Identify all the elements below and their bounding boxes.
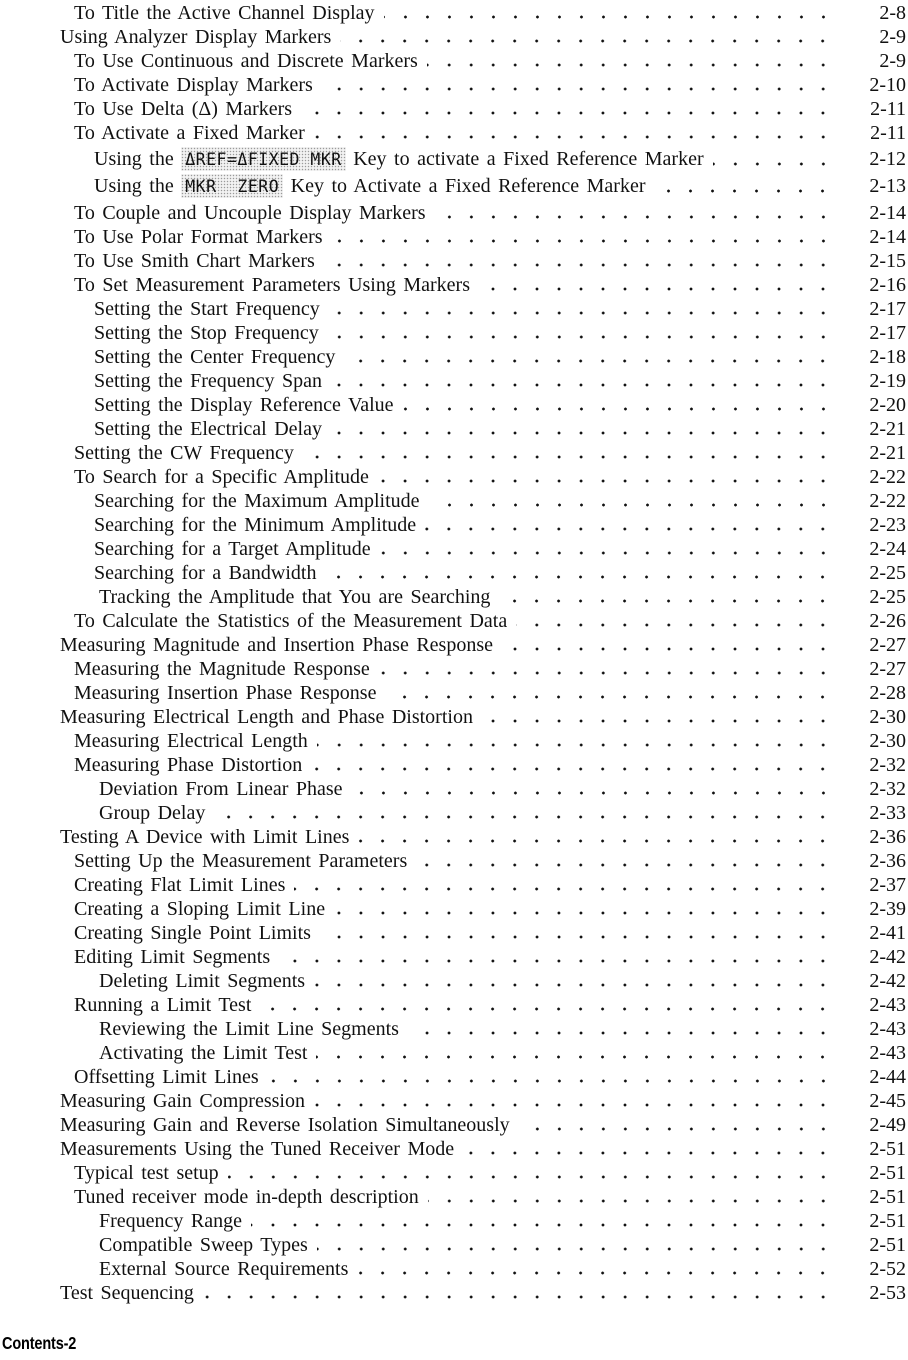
toc-entry [0, 1281, 908, 1305]
toc-entry-text-prefix: Using the [94, 148, 182, 170]
dot-leader [357, 1257, 836, 1281]
toc-page-number: 2-42 [869, 946, 906, 968]
toc-entry-title: Creating Flat Limit Lines [74, 874, 286, 896]
toc-page-number: 2-52 [869, 1258, 906, 1280]
toc-entry [0, 1, 908, 25]
dot-leader [203, 1281, 836, 1305]
toc-entry-title: Measuring Phase Distortion [74, 754, 303, 776]
toc-entry-title: Setting the Display Reference Value [94, 394, 394, 416]
dot-leader [322, 73, 836, 97]
toc-entry [0, 873, 908, 897]
toc-page-number: 2-14 [869, 226, 906, 248]
toc-entry-title: Setting the CW Frequency [74, 442, 294, 464]
toc-entry-title: To Couple and Uncouple Display Markers [74, 202, 426, 224]
toc-entry [0, 249, 908, 273]
toc-entry-title: Setting the Electrical Delay [94, 418, 322, 440]
toc-page-number: 2-43 [869, 1018, 906, 1040]
dot-leader [516, 609, 836, 633]
toc-page-number: 2-44 [869, 1066, 906, 1088]
toc-entry [0, 1017, 908, 1041]
toc-entry-title: Setting the Center Frequency [94, 346, 336, 368]
toc-entry-title: Running a Limit Test [74, 994, 252, 1016]
toc-entry [0, 465, 908, 489]
dot-leader [294, 873, 836, 897]
dot-leader [314, 121, 836, 145]
toc-entry [0, 585, 908, 609]
toc-page-number: 2-42 [869, 970, 906, 992]
toc-entry-title: Offsetting Limit Lines [74, 1066, 259, 1088]
toc-page-number: 2-14 [869, 202, 906, 224]
dot-leader [331, 369, 836, 393]
dot-leader [311, 753, 836, 777]
toc-page-number: 2-15 [869, 250, 906, 272]
dot-leader [352, 777, 836, 801]
toc-entry [0, 897, 908, 921]
dot-leader [379, 657, 836, 681]
dot-leader [301, 97, 836, 121]
toc-entry-title: Frequency Range [99, 1210, 243, 1232]
toc-entry [0, 729, 908, 753]
toc-page-number: 2-9 [879, 50, 906, 72]
toc-entry [0, 321, 908, 345]
dot-leader [482, 705, 836, 729]
toc-entry [0, 921, 908, 945]
toc-entry [0, 561, 908, 585]
dot-leader [317, 729, 836, 753]
toc-entry [0, 1257, 908, 1281]
dot-leader [380, 537, 836, 561]
dot-leader [340, 25, 836, 49]
toc-entry-title: To Search for a Specific Amplitude [74, 466, 369, 488]
toc-entry-title: Creating a Sloping Limit Line [74, 898, 326, 920]
toc-entry [0, 825, 908, 849]
dot-leader [228, 1161, 836, 1185]
toc-page-number: 2-37 [869, 874, 906, 896]
toc-entry [0, 753, 908, 777]
toc-entry-title: Deleting Limit Segments [99, 970, 306, 992]
dot-leader [317, 1233, 836, 1257]
toc-entry-title: To Set Measurement Parameters Using Markers [74, 274, 470, 296]
toc-entry-title: Setting the Stop Frequency [94, 322, 319, 344]
toc-page-number: 2-22 [869, 490, 906, 512]
dot-leader [331, 417, 836, 441]
toc-entry [0, 537, 908, 561]
dot-leader [519, 1113, 836, 1137]
toc-entry [0, 1161, 908, 1185]
toc-entry-title: To Title the Active Channel Display [74, 2, 375, 24]
toc-entry-title: Searching for a Target Amplitude [94, 538, 371, 560]
toc-entry-text-suffix: Key to activate a Fixed Reference Marker [345, 148, 704, 170]
toc-entry-title: Measuring Gain Compression [60, 1090, 305, 1112]
softkey-label: ΔREF=ΔFIXED MKR [181, 147, 346, 171]
dot-leader [314, 969, 836, 993]
toc-entry [0, 945, 908, 969]
dot-leader [329, 297, 836, 321]
toc-entry [0, 73, 908, 97]
toc-entry-title: Activating the Limit Test [99, 1042, 308, 1064]
toc-page-number: 2-30 [869, 706, 906, 728]
toc-entry-title: To Calculate the Statistics of the Measurement Data [74, 610, 508, 632]
toc-page-number: 2-18 [869, 346, 906, 368]
toc-entry-title: Searching for the Maximum Amplitude [94, 490, 420, 512]
toc-page-number: 2-20 [869, 394, 906, 416]
toc-page-number: 2-17 [869, 322, 906, 344]
toc-page-number: 2-39 [869, 898, 906, 920]
toc-entry-title: Setting Up the Measurement Parameters [74, 850, 408, 872]
toc-page-number: 2-8 [879, 2, 906, 24]
toc-entry [0, 1185, 908, 1209]
toc-entry [0, 513, 908, 537]
toc-page-number: 2-51 [869, 1162, 906, 1184]
toc-entry [0, 121, 908, 145]
toc-page-number: 2-11 [870, 122, 906, 144]
dot-leader [334, 897, 836, 921]
toc-page-number: 2-36 [869, 826, 906, 848]
toc-entry-title: Typical test setup [74, 1162, 219, 1184]
dot-leader [320, 921, 836, 945]
dot-leader [479, 273, 836, 297]
toc-entry-title: To Activate a Fixed Marker [74, 122, 305, 144]
dot-leader [358, 825, 836, 849]
toc-page-number: 2-10 [869, 74, 906, 96]
dot-leader [403, 393, 836, 417]
toc-entry [0, 609, 908, 633]
dot-leader [427, 49, 836, 73]
toc-page-number: 2-25 [869, 562, 906, 584]
toc-page-number: 2-21 [869, 418, 906, 440]
dot-leader [384, 1, 836, 25]
dot-leader [314, 1089, 836, 1113]
dot-leader [325, 561, 836, 585]
toc-page-number: 2-32 [869, 778, 906, 800]
toc-page-number: 2-19 [869, 370, 906, 392]
toc-entry-text-suffix: Key to Activate a Fixed Reference Marker [283, 175, 646, 197]
footer-page-label: Contents-2 [2, 1333, 77, 1353]
toc-entry [0, 633, 908, 657]
toc-page-number: 2-17 [869, 298, 906, 320]
toc-page-number: 2-9 [879, 26, 906, 48]
toc-entry [0, 1089, 908, 1113]
toc-page-number: 2-11 [870, 98, 906, 120]
toc-page-number: 2-32 [869, 754, 906, 776]
dot-leader [654, 174, 836, 199]
dot-leader [502, 633, 836, 657]
toc-entry-title [94, 147, 704, 172]
toc-entry-title: Searching for the Minimum Amplitude [94, 514, 417, 536]
toc-page-number: 2-16 [869, 274, 906, 296]
toc-entry [0, 1137, 908, 1161]
dot-leader [268, 1065, 836, 1089]
dot-leader [499, 585, 836, 609]
toc-page-number: 2-28 [869, 682, 906, 704]
dot-leader [428, 1185, 836, 1209]
toc-entry-title: Tracking the Amplitude that You are Searching [99, 586, 491, 608]
dot-leader [435, 201, 836, 225]
toc-entry-title [94, 174, 645, 199]
toc-entry [0, 777, 908, 801]
toc-entry-title: Reviewing the Limit Line Segments [99, 1018, 399, 1040]
toc-entry [0, 393, 908, 417]
toc-entry [0, 369, 908, 393]
toc-page-number: 2-12 [869, 148, 906, 170]
toc-entry-title: Measuring Insertion Phase Response [74, 682, 377, 704]
toc-entry-title: Tuned receiver mode in-depth description [74, 1186, 419, 1208]
toc-page-number: 2-51 [869, 1210, 906, 1232]
toc-entry [0, 1041, 908, 1065]
toc-entry-title: Deviation From Linear Phase [99, 778, 343, 800]
toc-entry-title: Measuring Gain and Reverse Isolation Simultaneously [60, 1114, 510, 1136]
toc-entry [0, 147, 908, 172]
toc-entry [0, 441, 908, 465]
toc-page-number: 2-33 [869, 802, 906, 824]
toc-entry-title: Test Sequencing [60, 1282, 194, 1304]
toc-entry-title: Setting the Start Frequency [94, 298, 320, 320]
toc-entry [0, 681, 908, 705]
dot-leader [425, 513, 836, 537]
toc-entry [0, 1209, 908, 1233]
toc-entry-title: To Use Smith Chart Markers [74, 250, 315, 272]
dot-leader [214, 801, 836, 825]
dot-leader [316, 1041, 836, 1065]
toc-entry [0, 489, 908, 513]
toc-page-number: 2-53 [869, 1282, 906, 1304]
toc-entry [0, 969, 908, 993]
toc-page-number: 2-43 [869, 1042, 906, 1064]
toc-entry [0, 1065, 908, 1089]
toc-entry-title: Measuring the Magnitude Response [74, 658, 370, 680]
toc-page-number: 2-27 [869, 658, 906, 680]
toc-entry [0, 849, 908, 873]
dot-leader [463, 1137, 836, 1161]
toc-entry [0, 97, 908, 121]
toc-page-number: 2-43 [869, 994, 906, 1016]
toc-entry-title: Editing Limit Segments [74, 946, 271, 968]
toc-entry-title: Compatible Sweep Types [99, 1234, 308, 1256]
dot-leader [328, 321, 836, 345]
dot-leader [344, 345, 836, 369]
toc-entry-title: Using Analyzer Display Markers [60, 26, 332, 48]
toc-entry [0, 993, 908, 1017]
dot-leader [385, 681, 836, 705]
toc-entry-text-prefix: Using the [94, 175, 182, 197]
toc-page-number: 2-21 [869, 442, 906, 464]
toc-entry [0, 25, 908, 49]
toc-entry [0, 345, 908, 369]
toc-entry [0, 49, 908, 73]
dot-leader [324, 249, 836, 273]
dot-leader [416, 849, 836, 873]
toc-entry [0, 174, 908, 199]
toc-entry [0, 273, 908, 297]
toc-entry-title: External Source Requirements [99, 1258, 349, 1280]
toc-entry [0, 225, 908, 249]
dot-leader [332, 225, 836, 249]
toc-page-number: 2-36 [869, 850, 906, 872]
toc-entry-title: Searching for a Bandwidth [94, 562, 317, 584]
toc-entry-title: Testing A Device with Limit Lines [60, 826, 350, 848]
toc-entry [0, 657, 908, 681]
toc-entry [0, 801, 908, 825]
toc-entry [0, 1233, 908, 1257]
toc-entry [0, 1113, 908, 1137]
toc-entry-title: Measuring Electrical Length and Phase Distortion [60, 706, 473, 728]
toc-page-number: 2-27 [869, 634, 906, 656]
dot-leader [251, 1209, 836, 1233]
dot-leader [378, 465, 836, 489]
toc-entry [0, 297, 908, 321]
toc-page-number: 2-49 [869, 1114, 906, 1136]
toc-page-number: 2-26 [869, 610, 906, 632]
toc-entry-title: Measurements Using the Tuned Receiver Mode [60, 1138, 455, 1160]
toc-page-number: 2-25 [869, 586, 906, 608]
dot-leader [713, 147, 836, 172]
toc-entry [0, 201, 908, 225]
toc-page-number: 2-13 [869, 175, 906, 197]
toc-entry-title: To Use Delta (Δ) Markers [74, 98, 293, 120]
toc-entry-title: Setting the Frequency Span [94, 370, 323, 392]
toc-entry-title: To Activate Display Markers [74, 74, 313, 96]
toc-page-number: 2-30 [869, 730, 906, 752]
toc-page-number: 2-41 [869, 922, 906, 944]
toc-entry [0, 705, 908, 729]
dot-leader [279, 945, 836, 969]
toc-entry-title: Measuring Electrical Length [74, 730, 308, 752]
toc-page-number: 2-51 [869, 1234, 906, 1256]
toc-entry [0, 417, 908, 441]
toc-page-number: 2-45 [869, 1090, 906, 1112]
toc-page-number: 2-23 [869, 514, 906, 536]
toc-page-number: 2-24 [869, 538, 906, 560]
toc-entry-title: Group Delay [99, 802, 206, 824]
toc-page-number: 2-51 [869, 1138, 906, 1160]
toc-entry-title: To Use Continuous and Discrete Markers [74, 50, 418, 72]
toc-entry-title: Measuring Magnitude and Insertion Phase Response [60, 634, 493, 656]
toc-page-number: 2-22 [869, 466, 906, 488]
toc-entry-title: To Use Polar Format Markers [74, 226, 323, 248]
dot-leader [260, 993, 836, 1017]
dot-leader [303, 441, 836, 465]
toc-entry-title: Creating Single Point Limits [74, 922, 311, 944]
softkey-label: MKR ZERO [181, 174, 283, 198]
dot-leader [408, 1017, 836, 1041]
toc-page-number: 2-51 [869, 1186, 906, 1208]
dot-leader [429, 489, 837, 513]
